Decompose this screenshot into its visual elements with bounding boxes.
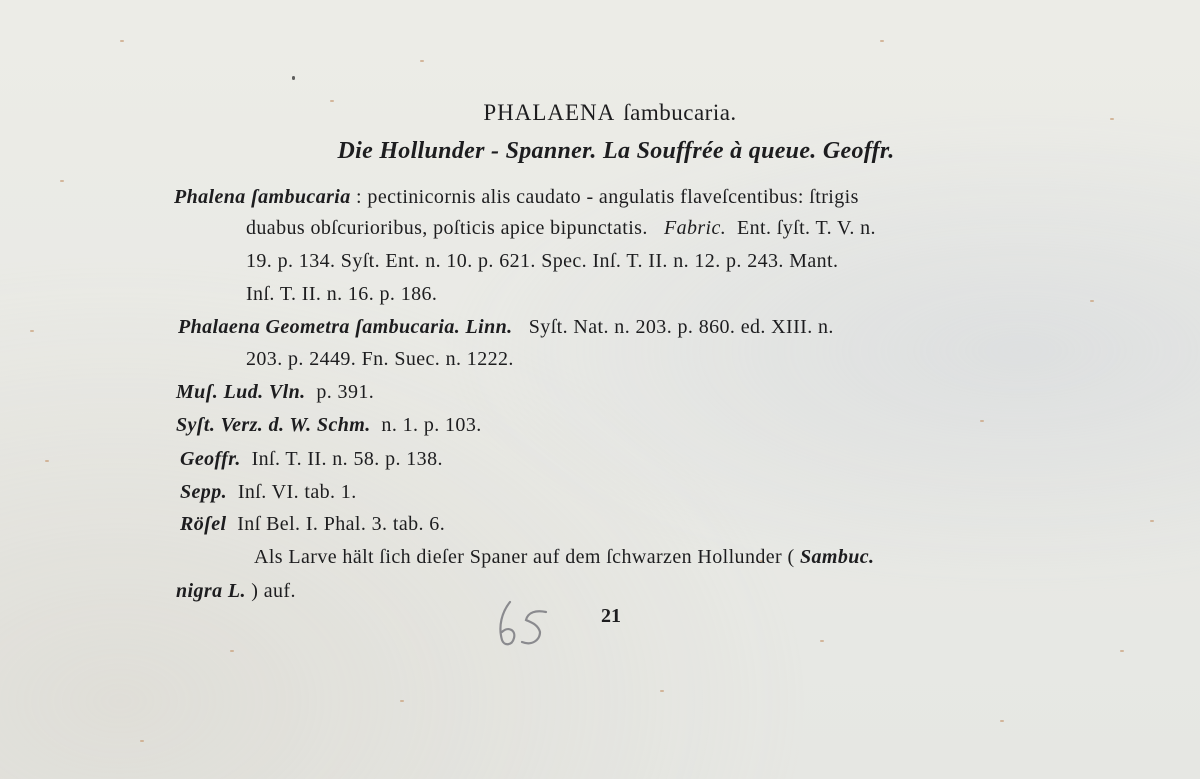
paper-fleck [400,700,404,702]
reference-citation: Inſ. T. II. n. 58. p. 138. [251,448,443,470]
note-text-2: ) auf. [251,580,296,602]
entry-1-lead: Phalena ſambucaria [174,186,351,208]
reference-author: Geoffr. [180,448,241,470]
reference-author: Sepp. [180,481,227,503]
reference-author: Röſel [180,513,227,535]
reference-citation: p. 391. [316,381,375,403]
reference-line [180,513,445,536]
note-italic-1: Sambuc. [799,546,875,568]
title-species: ſambucaria. [623,100,737,125]
paper-fleck [1090,300,1094,302]
note-line-2 [176,580,296,603]
page-number: 21 [601,605,621,627]
entry-1-text-1: : pectinicornis alis caudato - angulatis flaveſcentibus: ſtrigis [350,186,859,208]
entry-1-ref-rest: Ent. ſyſt. T. V. n. [737,217,876,239]
entry-2-line-2: 203. p. 2449. Fn. Suec. n. 1222. [246,348,514,370]
note-text-1: Als Larve hält ſich dieſer Spaner auf dem ſchwarzen Hollunder ( [254,546,795,568]
entry-2-text-1: Syſt. Nat. n. 203. p. 860. ed. XIII. n. [528,316,834,338]
paper-fleck [820,640,824,642]
reference-citation: n. 1. p. 103. [381,414,482,436]
paper-fleck [120,40,124,42]
pencil-annotation [494,598,556,650]
paper-fleck [292,76,295,80]
title-genus: PHALAENA [483,100,616,125]
paper-fleck [60,180,64,182]
paper-fleck [980,420,984,422]
entry-1-line-2 [246,217,876,240]
entry-1-text-2: duabus obſcurioribus, poſticis apice bipunctatis. [246,217,648,239]
paper-fleck [1000,720,1004,722]
note-italic-2: nigra L. [176,580,246,602]
reference-author: Muſ. Lud. Vln. [176,381,306,403]
entry-2-lead: Phalaena Geometra ſambucaria. Linn. [178,316,513,338]
reference-line [176,381,374,404]
entry-1-line-4: Inſ. T. II. n. 16. p. 186. [246,283,438,305]
paper-fleck [1150,520,1154,522]
paper-fleck [140,740,144,742]
reference-line [180,481,357,504]
note-line-1 [254,546,874,569]
reference-citation: Inſ. VI. tab. 1. [237,481,357,503]
paper-fleck [230,650,234,652]
page-title [0,100,1200,126]
reference-author: Syſt. Verz. d. W. Schm. [176,414,371,436]
reference-citation: Inſ Bel. I. Phal. 3. tab. 6. [237,513,446,535]
common-names-subtitle: Die Hollunder - Spanner. La Souffrée à queue. Geoffr. [337,138,895,164]
entry-1-line-1 [174,186,859,209]
reference-line [176,414,482,437]
reference-line [180,448,443,471]
entry-1-line-3: 19. p. 134. Syſt. Ent. n. 10. p. 621. Spec. Inſ. T. II. n. 12. p. 243. Mant. [246,250,839,272]
entry-2-line-1 [178,316,834,339]
paper-fleck [45,460,49,462]
paper-fleck [660,690,664,692]
paper-fleck [30,330,34,332]
paper-fleck [1120,650,1124,652]
entry-1-ref-author: Fabric. [663,217,727,239]
paper-fleck [420,60,424,62]
paper-fleck [880,40,884,42]
